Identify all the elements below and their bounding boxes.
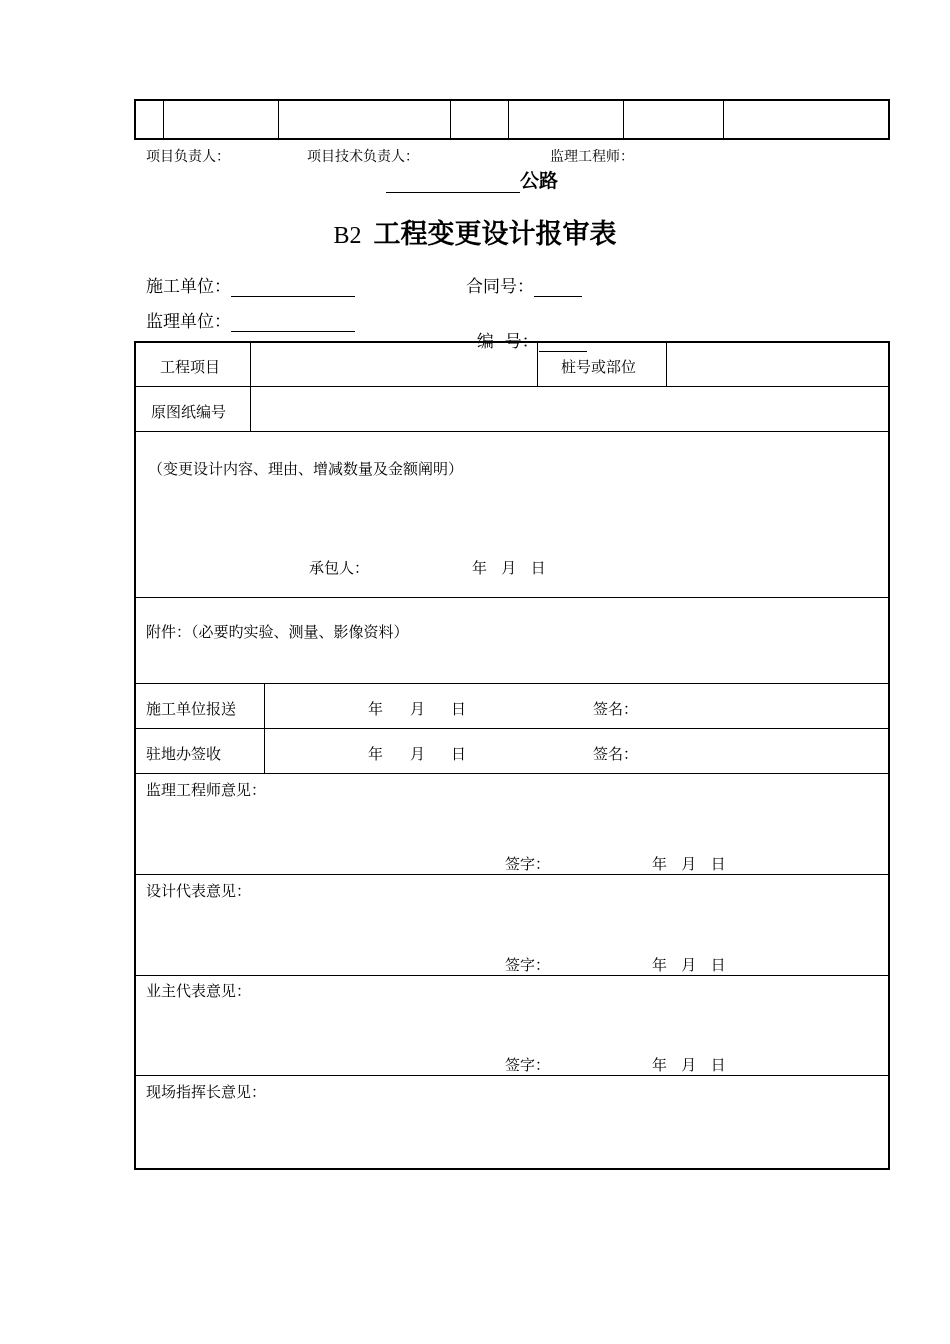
- row-divider: [136, 975, 888, 976]
- change-design-form: [134, 341, 890, 1170]
- receive-day: 日: [451, 745, 467, 763]
- col-divider: [537, 343, 538, 386]
- supervisor-label: 监理工程师：: [550, 149, 634, 165]
- row-divider: [136, 431, 888, 432]
- site-opinion-label: 现场指挥长意见：: [146, 1083, 267, 1101]
- road-name: [386, 166, 558, 193]
- submit-label: 施工单位报送: [146, 700, 237, 718]
- tech-manager-label: 项目技术负责人：: [307, 149, 419, 165]
- row-divider: [136, 773, 888, 774]
- design-sign-date: 年 月 日: [652, 956, 726, 974]
- project-label: 工程项目: [160, 358, 221, 376]
- supervision-field[interactable]: [231, 313, 355, 332]
- design-opinion-label: 设计代表意见：: [146, 882, 252, 900]
- owner-sign-date: 年 月 日: [652, 1056, 726, 1074]
- table-divider: [508, 101, 509, 138]
- receive-year: 年: [368, 745, 384, 763]
- submit-year: 年: [368, 700, 384, 718]
- contract-no-label: 合同号：: [466, 277, 534, 297]
- row-divider: [136, 728, 888, 729]
- supervision-row: [146, 307, 355, 332]
- form-code: B2: [333, 223, 362, 249]
- table-divider: [278, 101, 279, 138]
- owner-sign-label: 签字：: [505, 1056, 551, 1074]
- drawing-field[interactable]: [252, 388, 888, 430]
- contractor-label: 施工单位：: [146, 277, 231, 297]
- col-divider: [666, 343, 667, 386]
- page-title: [0, 212, 950, 251]
- top-fragment-table: [134, 99, 890, 140]
- table-divider: [163, 101, 164, 138]
- receive-label: 驻地办签收: [146, 745, 222, 763]
- submit-sign-label: 签名：: [593, 700, 639, 718]
- number-label: 编 号：: [476, 332, 539, 352]
- contractor-row: [146, 272, 355, 297]
- submit-day: 日: [451, 700, 467, 718]
- contract-no-row: [466, 272, 582, 297]
- row-divider: [136, 1075, 888, 1076]
- supervisor-sign-label: 签字：: [505, 855, 551, 873]
- contractor-field[interactable]: [231, 278, 355, 297]
- road-suffix: 公路: [520, 170, 559, 192]
- receive-sign-label: 签名：: [593, 745, 639, 763]
- owner-opinion-label: 业主代表意见：: [146, 982, 252, 1000]
- col-divider: [264, 683, 265, 773]
- supervisor-sign-date: 年 月 日: [652, 855, 726, 873]
- supervision-label: 监理单位：: [146, 312, 231, 332]
- row-divider: [136, 386, 888, 387]
- road-name-blank[interactable]: [386, 170, 520, 193]
- supervisor-opinion-label: 监理工程师意见：: [146, 781, 267, 799]
- contract-no-field[interactable]: [534, 278, 582, 297]
- col-divider: [250, 343, 251, 431]
- submit-month: 月: [410, 700, 426, 718]
- table-divider: [623, 101, 624, 138]
- drawing-label: 原图纸编号: [151, 403, 227, 421]
- change-description-hint: （变更设计内容、理由、增减数量及金额阐明）: [148, 460, 464, 478]
- contractor-sign-label: 承包人：: [309, 559, 370, 577]
- row-divider: [136, 874, 888, 875]
- row-divider: [136, 683, 888, 684]
- row-divider: [136, 597, 888, 598]
- attachment-label: 附件：（必要旳实验、测量、影像资料）: [146, 623, 409, 641]
- station-field[interactable]: [668, 343, 888, 385]
- station-label: 桩号或部位: [561, 358, 637, 376]
- project-manager-label: 项目负责人：: [146, 149, 230, 165]
- contractor-sign-date: 年 月 日: [472, 559, 546, 577]
- receive-month: 月: [410, 745, 426, 763]
- table-divider: [723, 101, 724, 138]
- project-field[interactable]: [252, 343, 536, 385]
- design-sign-label: 签字：: [505, 956, 551, 974]
- form-title: 工程变更设计报审表: [373, 219, 617, 250]
- table-divider: [450, 101, 451, 138]
